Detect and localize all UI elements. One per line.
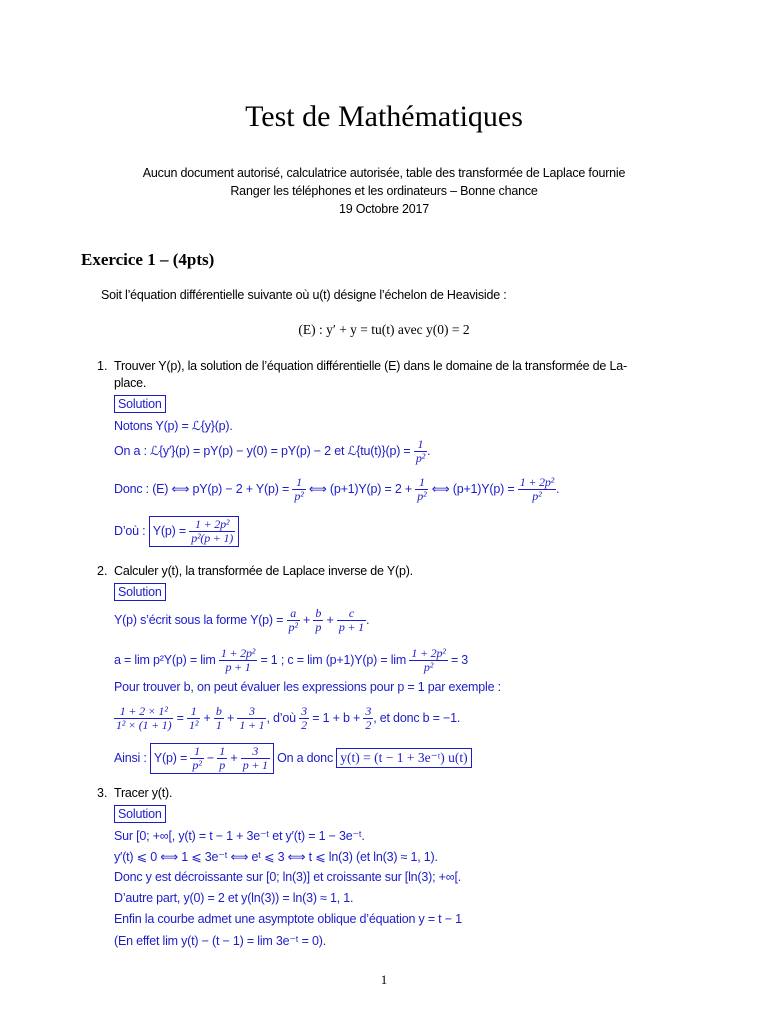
question-2-text: Calculer y(t), la transformée de Laplace inverse de Y(p). bbox=[114, 564, 413, 578]
exercise-intro: Soit l’équation différentielle suivante où u(t) désigne l’échelon de Heaviside : bbox=[101, 288, 507, 302]
main-equation: (E) : y′ + y = tu(t) avec y(0) = 2 bbox=[298, 322, 470, 337]
q2-coefficients: a = lim p²Y(p) = lim $\frac{\text{1 + 2p²}}{p + 1}$ = 1 ; c = lim (p+1)Y(p) = lim $\frac{\text{1 + 2p²}}{\text{p²}}$ = 3 bbox=[114, 646, 469, 674]
question-3-number: 3. bbox=[97, 786, 108, 800]
fraction-1-over-p2: $\frac{1}{\text{p²}}$ bbox=[415, 437, 426, 465]
exercise-heading: Exercice 1 – (4pts) bbox=[81, 250, 215, 269]
subtitle-rules: Aucun document autorisé, calculatrice autorisée, table des transformée de Laplace fournie bbox=[142, 166, 626, 180]
exam-date: 19 Octobre 2017 bbox=[338, 202, 430, 216]
q3-step-1: Sur [0; +∞[, y(t) = t − 1 + 3e⁻ᵗ et y′(t) = 1 − 3e⁻ᵗ. bbox=[114, 829, 365, 843]
q2-decomposition-box: Y(p) = $\frac{1}{\text{p²}}$ − $\frac{1}{p}$ + $\frac{3}{p + 1}$ bbox=[150, 743, 274, 774]
q3-step-2: y′(t) ⩽ 0 ⟺ 1 ⩽ 3e⁻ᵗ ⟺ eᵗ ⩽ 3 ⟺ t ⩽ ln(3) (et ln(3) ≈ 1, 1). bbox=[114, 850, 438, 864]
solution-label-1: Solution bbox=[114, 395, 166, 413]
q1-step-equation: Donc : (E) ⟺ pY(p) − 2 + Y(p) = $\frac{1}{\text{p²}}$ ⟺ (p+1)Y(p) = 2 + $\frac{1}{\text{p²}}$ ⟺ (p+1)Y(p) = $\frac{\text{1 + 2p²}}{\text{p²}}$ . bbox=[114, 475, 560, 503]
q2-evaluate: $\frac{\text{1 + 2 × 1²}}{\text{1² × (1 + 1)}}$ = $\frac{1}{\text{1²}}$ + $\frac{b}{1}$ + $\frac{3}{1 + 1}$ , d’où $\frac{3}{2}$ = 1 + b + $\frac{3}{2}$ , et donc b = −1. bbox=[116, 704, 461, 732]
q3-step-5: Enfin la courbe admet une asymptote oblique d’équation y = t − 1 bbox=[114, 912, 462, 926]
solution-label-2: Solution bbox=[114, 583, 166, 601]
question-1-number: 1. bbox=[97, 359, 108, 373]
question-3-text: Tracer y(t). bbox=[114, 786, 173, 800]
q1-result: D’où : Y(p) = $\frac{\text{1 + 2p²}}{\text{p²(p + 1)}}$ bbox=[114, 516, 239, 547]
q3-step-6: (En effet lim y(t) − (t − 1) = lim 3e⁻ᵗ = 0). bbox=[114, 934, 326, 948]
page-number: 1 bbox=[380, 972, 388, 987]
q1-step-notation: Notons Y(p) = ℒ{y}(p). bbox=[114, 419, 233, 433]
q1-result-box: Y(p) = $\frac{\text{1 + 2p²}}{\text{p²(p + 1)}}$ bbox=[149, 516, 239, 547]
q2-result: Ainsi : Y(p) = $\frac{1}{\text{p²}}$ − $\frac{1}{p}$ + $\frac{3}{p + 1}$ On a donc y(t) = (t − 1 + 3e⁻ᵗ) u(t) bbox=[114, 743, 472, 774]
q2-partial-fraction-form: Y(p) s’écrit sous la forme Y(p) = $\frac{a}{\text{p²}}$ + $\frac{b}{p}$ + $\frac{c}{p + 1}$ . bbox=[114, 606, 370, 634]
q2-find-b: Pour trouver b, on peut évaluer les expressions pour p = 1 par exemple : bbox=[114, 680, 501, 694]
q1-step-transform: On a : ℒ{y′}(p) = pY(p) − y(0) = pY(p) − 2 et ℒ{tu(t)}(p) = $\frac{1}{\text{p²}}$ . bbox=[114, 437, 431, 465]
subtitle-instructions: Ranger les téléphones et les ordinateurs – Bonne chance bbox=[230, 184, 538, 198]
q3-step-4: D’autre part, y(0) = 2 et y(ln(3)) = ln(3) ≈ 1, 1. bbox=[114, 891, 354, 905]
question-1-text: Trouver Y(p), la solution de l’équation différentielle (E) dans le domaine de la transformée de La- bbox=[114, 359, 627, 373]
solution-label-3: Solution bbox=[114, 805, 166, 823]
question-1-text-cont: place. bbox=[114, 376, 147, 390]
q2-final-box: y(t) = (t − 1 + 3e⁻ᵗ) u(t) bbox=[336, 748, 471, 768]
q3-step-3: Donc y est décroissante sur [0; ln(3)] et croissante sur [ln(3); +∞[. bbox=[114, 870, 461, 884]
page-title: Test de Mathématiques bbox=[245, 100, 523, 133]
question-2-number: 2. bbox=[97, 564, 108, 578]
